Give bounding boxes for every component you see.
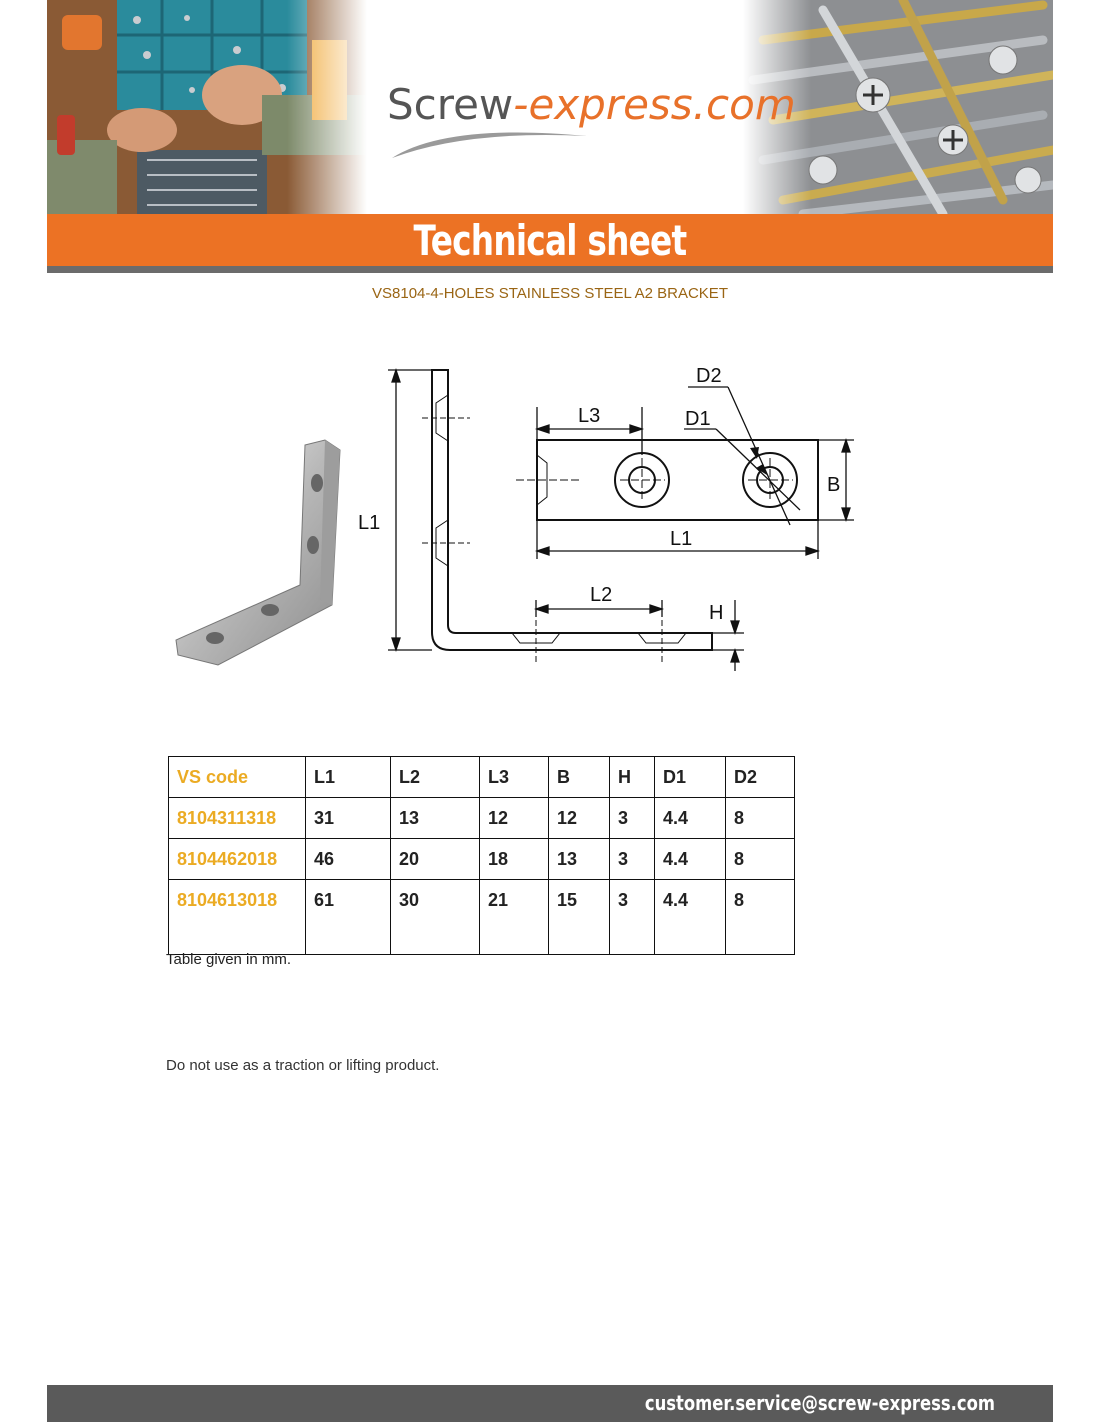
dim-label-d2: D2 — [696, 365, 722, 387]
logo-main-text: Screw — [387, 80, 514, 129]
cell-vs-code: 8104311318 — [169, 798, 306, 839]
header-d1: D1 — [655, 757, 726, 798]
cell-l1: 46 — [306, 839, 391, 880]
header-l1: L1 — [306, 757, 391, 798]
product-title: VS8104-4-HOLES STAINLESS STEEL A2 BRACKET — [372, 285, 728, 302]
cell-l1: 61 — [306, 880, 391, 955]
cell-l1: 31 — [306, 798, 391, 839]
cell-b: 12 — [549, 798, 610, 839]
cell-l2: 13 — [391, 798, 480, 839]
cell-vs-code: 8104462018 — [169, 839, 306, 880]
cell-h: 3 — [610, 798, 655, 839]
cell-d2: 8 — [726, 798, 795, 839]
cell-d1: 4.4 — [655, 880, 726, 955]
table-row — [169, 798, 795, 839]
warning-note: Do not use as a traction or lifting product. — [166, 1057, 440, 1074]
dim-label-d1: D1 — [685, 408, 711, 430]
table-header-row — [169, 757, 795, 798]
header-d2: D2 — [726, 757, 795, 798]
cell-b: 15 — [549, 880, 610, 955]
footer-bar — [47, 1385, 1053, 1422]
header-l2: L2 — [391, 757, 480, 798]
header-vs-code: VS code — [169, 757, 306, 798]
dim-label-b: B — [827, 474, 841, 496]
cell-h: 3 — [610, 880, 655, 955]
header-b: B — [549, 757, 610, 798]
dim-label-h: H — [709, 602, 724, 624]
table-row — [169, 839, 795, 880]
technical-drawing — [160, 355, 860, 675]
title-divider — [47, 266, 1053, 273]
cell-d1: 4.4 — [655, 798, 726, 839]
title-bar — [47, 214, 1053, 266]
logo-accent-text: -express.com — [513, 80, 796, 129]
workshop-photo — [47, 0, 367, 214]
cell-l3: 12 — [480, 798, 549, 839]
cell-b: 13 — [549, 839, 610, 880]
dim-label-l2: L2 — [590, 584, 613, 606]
dim-label-l3: L3 — [578, 405, 601, 427]
header-l3: L3 — [480, 757, 549, 798]
units-note: Table given in mm. — [166, 951, 292, 968]
cell-vs-code: 8104613018 — [169, 880, 306, 955]
header-banner — [47, 0, 1053, 214]
bracket-photo-icon — [176, 440, 340, 665]
cell-d1: 4.4 — [655, 839, 726, 880]
page-title: Technical sheet — [413, 216, 687, 265]
cell-h: 3 — [610, 839, 655, 880]
dimensions-table — [168, 756, 795, 955]
cell-l2: 30 — [391, 880, 480, 955]
header-h: H — [610, 757, 655, 798]
footer-email-link[interactable]: customer.service@screw-express.com — [644, 1391, 995, 1415]
cell-l2: 20 — [391, 839, 480, 880]
logo-swoosh-icon — [387, 118, 587, 168]
cell-d2: 8 — [726, 839, 795, 880]
cell-l3: 18 — [480, 839, 549, 880]
dim-label-l1-side: L1 — [358, 512, 381, 534]
table-row — [169, 880, 795, 955]
cell-l3: 21 — [480, 880, 549, 955]
dim-label-l1-top: L1 — [670, 528, 693, 550]
cell-d2: 8 — [726, 880, 795, 955]
